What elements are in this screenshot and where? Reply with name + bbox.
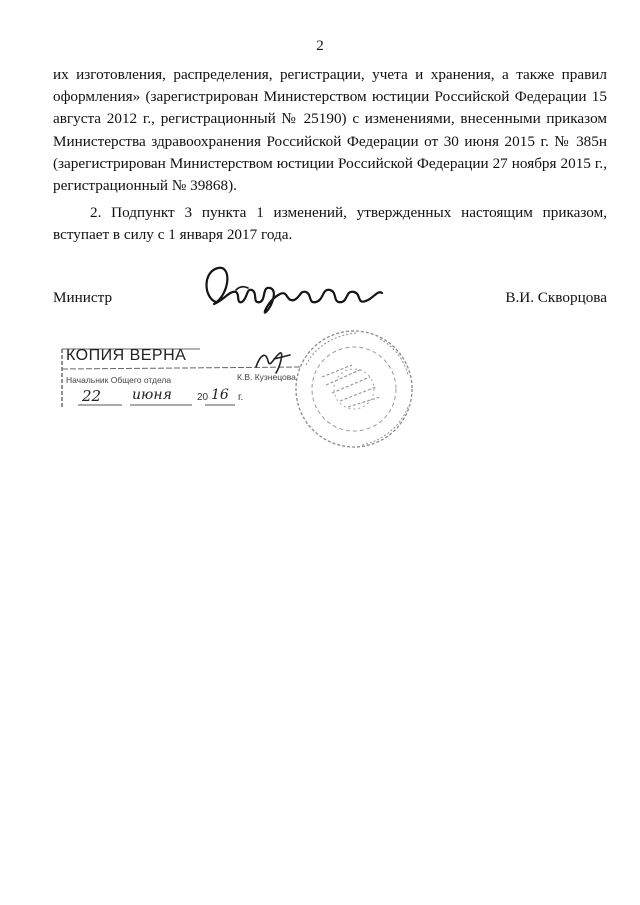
stamp-date-century: 20 [197, 392, 209, 403]
stamp-title: КОПИЯ ВЕРНА [66, 347, 187, 364]
stamp-date-suffix: г. [238, 392, 244, 403]
official-round-seal [292, 327, 417, 452]
signatory-title: Министр [53, 289, 113, 306]
stamp-date-day: 22 [82, 387, 102, 405]
stamp-official-name: К.В. Кузнецова [237, 372, 296, 382]
stamp-official-role: Начальник Общего отдела [66, 375, 172, 385]
paragraph-item-2: 2. Подпункт 3 пункта 1 изменений, утвержденных настоящим приказом, вступает в силу с 1 января 2017 года. [53, 204, 607, 244]
copy-certification-stamp [60, 345, 305, 411]
stamp-date-month: июня [132, 387, 172, 403]
page-number: 2 [316, 38, 324, 54]
stamp-date-year: 16 [211, 387, 229, 403]
body-text [53, 64, 607, 247]
handwritten-signature [196, 260, 396, 320]
signatory-name: В.И. Скворцова [505, 289, 607, 306]
paragraph-continuation: их изготовления, распределения, регистрации, учета и хранения, а также правил оформления» (зарегистрирован Министерством юстиции Российской Федерации 15 августа 2012 г., регистрационный № 25190) с изменениями, внесенными приказом Министерства здравоохранения Российской Федерации от 30 июня 2015 г. № 385н (зарегистрирован Министерством юстиции Российской Федерации 27 ноября 2015 г., регистрационный № 39868). [53, 66, 607, 195]
